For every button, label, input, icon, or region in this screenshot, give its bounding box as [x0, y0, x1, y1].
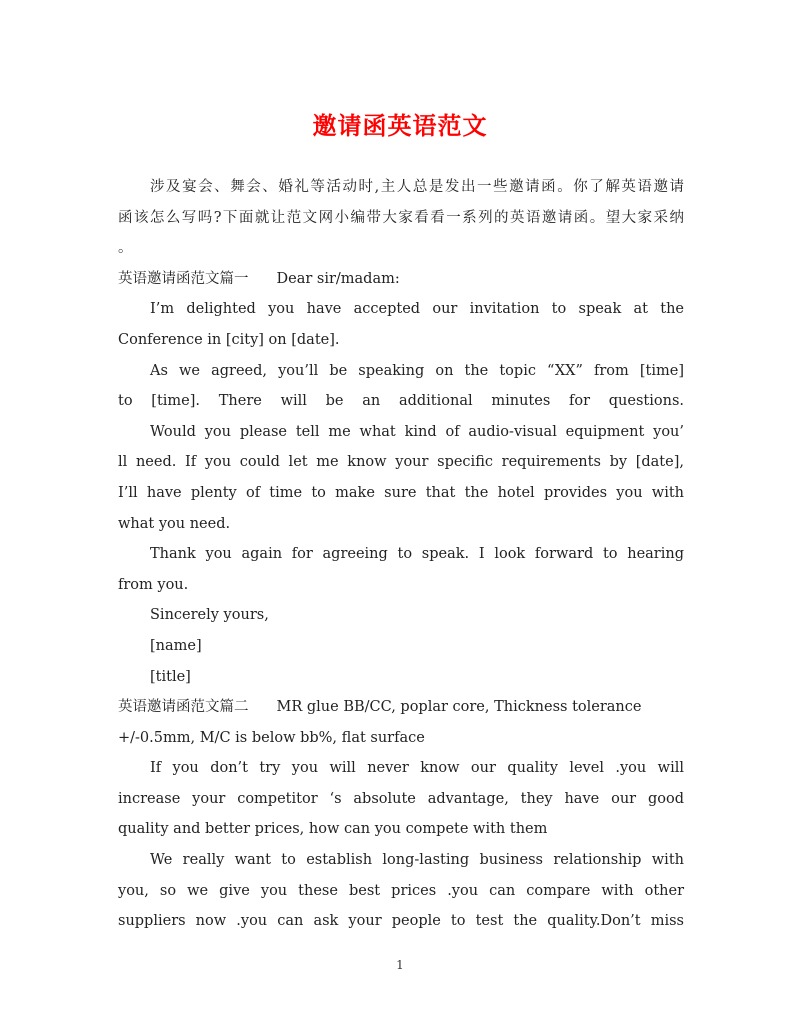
paragraph-line: to [time]. There will be an additional minutes for questions.: [118, 393, 684, 410]
document-body: [118, 172, 684, 937]
paragraph-line: As we agreed, you’ll be speaking on the topic “XX” from [time]: [150, 362, 684, 379]
paragraph-line: you, so we give you these best prices .you can compare with other: [118, 882, 684, 899]
signature-name: [name]: [150, 637, 202, 654]
document-title: 邀请函英语范文: [312, 111, 488, 140]
paragraph-line: ll need. If you could let me know your specific requirements by [date],: [118, 454, 684, 471]
paragraph-line: Would you please tell me what kind of audio-visual equipment you’: [150, 423, 684, 440]
paragraph-line: +/-0.5mm, M/C is below bb%, flat surface: [118, 729, 425, 746]
paragraph-line: If you don’t try you will never know our quality level .you will: [150, 760, 684, 777]
intro-line: 涉及宴会、舞会、婚礼等活动时,主人总是发出一些邀请函。你了解英语邀请: [150, 179, 684, 195]
paragraph-line: increase your competitor ‘s absolute advantage, they have our good: [118, 790, 684, 807]
paragraph-line: We really want to establish long-lasting business relationship with: [150, 852, 684, 869]
section-heading-line: [118, 692, 684, 723]
section-1-heading: 英语邀请函范文篇一: [118, 270, 249, 287]
paragraph-line: from you.: [118, 576, 189, 593]
page-number: 1: [396, 958, 404, 972]
paragraph-line: quality and better prices, how can you compete with them: [118, 821, 548, 838]
section-heading-line: [118, 264, 684, 295]
intro-line: 函该怎么写吗?下面就让范文网小编带大家看看一系列的英语邀请函。望大家采纳: [118, 209, 684, 226]
paragraph-line: I’ll have plenty of time to make sure that the hotel provides you with: [118, 484, 684, 501]
signature-title: [title]: [150, 668, 191, 685]
section-2-first-line: MR glue BB/CC, poplar core, Thickness tolerance: [276, 699, 642, 716]
paragraph-line: I’m delighted you have accepted our invitation to speak at the: [150, 301, 684, 318]
salutation: Dear sir/madam:: [276, 270, 400, 287]
paragraph-line: Thank you again for agreeing to speak. I look forward to hearing: [150, 546, 684, 563]
intro-line: 。: [118, 240, 133, 257]
paragraph-line: what you need.: [118, 515, 231, 532]
section-2-heading: 英语邀请函范文篇二: [118, 699, 249, 716]
closing-line: Sincerely yours,: [150, 607, 269, 624]
paragraph-line: Conference in [city] on [date].: [118, 331, 340, 348]
paragraph-line: suppliers now .you can ask your people to test the quality.Don’t miss: [118, 913, 684, 930]
